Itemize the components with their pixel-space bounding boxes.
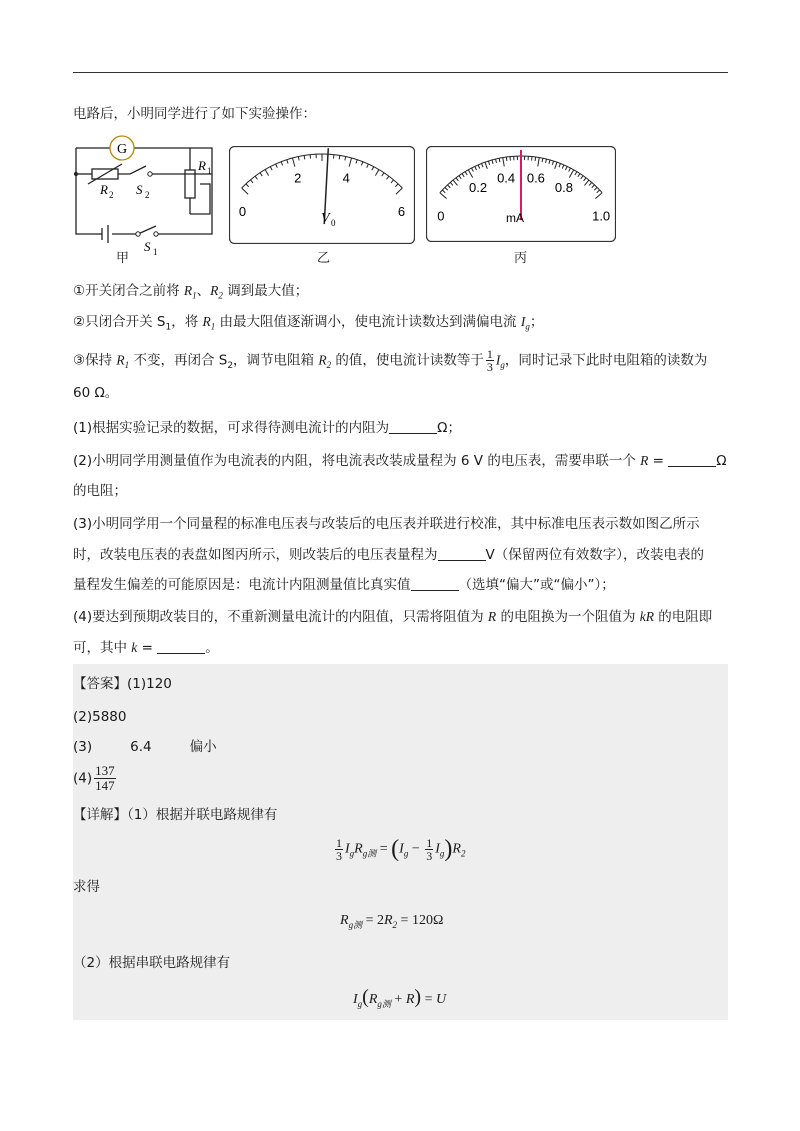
yi-tick-label: 2 (294, 170, 302, 186)
step-1: ①开关闭合之前将 $R_1$、$R_2$ 调到最大值； (73, 283, 309, 301)
s2-label: S (136, 182, 143, 197)
s1-sub: 1 (153, 247, 158, 257)
voltmeter-unit: V (321, 211, 330, 226)
equation-2: $R_{g测} = 2R_2 = 120\Omega$ (340, 913, 444, 930)
bing-tick (535, 157, 536, 161)
yi-tick-label: 0 (238, 203, 247, 219)
fraction-answer-4: $\frac{137}{147}$ (95, 763, 115, 793)
r1-label: R (198, 158, 206, 173)
answer-line-4: (4) $\frac{137}{147}$ (73, 763, 115, 793)
bing-tick-label: 0.2 (469, 180, 488, 196)
fraction-one-third: $\frac{1}{3}$ (486, 347, 493, 374)
step-3-continued: 60 Ω。 (73, 385, 119, 401)
answer-label: 【答案】 (73, 676, 127, 692)
answer-line-3: (3) 6.4 偏小 (73, 739, 217, 755)
s2-sub: 2 (145, 190, 150, 200)
answer-line-1: 【答案】(1)120 (73, 676, 172, 692)
r2-sub: 2 (109, 190, 114, 200)
detail-line-3: （2）根据串联电路规律有 (73, 955, 231, 971)
answer-line-2: (2)5880 (73, 709, 127, 725)
caption-yi: 乙 (317, 251, 331, 266)
question-2: (2)小明同学用测量值作为电流表的内阻，将电流表改装成量程为 6 V 的电压表，需要串联一个 R = Ω (73, 453, 727, 469)
detail-label: 【详解】 (73, 807, 127, 823)
answer-blank-3a[interactable] (438, 546, 486, 561)
answer-blank-3b[interactable] (411, 576, 459, 591)
milliammeter-bing (426, 146, 616, 242)
question-4-continued: 可，其中 k = 。 (73, 640, 219, 656)
step-2: ②只闭合开关 $S_1$，将 $R_1$ 由最大阻值逐渐调小，使电流计读数达到满偏电流 $I_g$； (73, 314, 544, 333)
caption-bing: 丙 (514, 251, 528, 266)
yi-tick (304, 155, 305, 159)
answer-blank-1[interactable] (389, 419, 437, 434)
yi-tick-label: 4 (342, 170, 350, 186)
yi-tick-label: 6 (397, 203, 406, 219)
s1-label: S (144, 239, 151, 254)
detail-line-2: 求得 (73, 879, 100, 895)
bing-tick (506, 157, 507, 161)
r2-label: R (100, 182, 108, 197)
detail-line-1: 【详解】（1）根据并联电路规律有 (73, 807, 278, 823)
circuit-diagram-jia (72, 134, 222, 264)
header-rule (73, 72, 728, 73)
question-3-line-2: 时，改装电压表的表盘如图丙所示，则改装后的电压表量程为 V（保留两位有效数字），改装电表的 (73, 547, 704, 563)
question-4: (4)要达到预期改装目的，不重新测量电流计的内阻值，只需将阻值为 R 的电阻换为一个阻值为 kR 的电阻即 (73, 609, 713, 625)
caption-jia: 甲 (116, 251, 130, 266)
bing-tick-label: 0 (437, 208, 445, 224)
question-2-continued: 的电阻； (73, 483, 127, 499)
galvanometer-label: G (116, 142, 128, 157)
equation-3: $I_g(R_{g测} + R) = U$ (353, 986, 447, 1009)
bing-tick-label: 1.0 (592, 208, 611, 224)
equation-1: $\frac{1}{3}$ $I_gR_{g测} = (I_g$ − $\frac{1}{3}$ $I_g)R_2$ (336, 836, 466, 863)
question-3-line-3: 量程发生偏差的可能原因是：电流计内阻测量值比真实值 （选填“偏大”或“偏小”）； (73, 577, 615, 593)
r1-sub: 1 (207, 166, 212, 176)
question-1: (1)根据实验记录的数据，可求得待测电流计的内阻为 Ω； (73, 420, 461, 436)
answer-blank-4[interactable] (157, 639, 205, 654)
bing-tick-label: 0.8 (554, 180, 573, 196)
milliammeter-unit: mA (506, 211, 524, 225)
voltmeter-yi (229, 146, 415, 244)
bing-tick-label: 0.4 (497, 170, 516, 186)
intro-text: 电路后，小明同学进行了如下实验操作： (73, 106, 316, 122)
answer-blank-2[interactable] (668, 452, 716, 467)
yi-tick (339, 155, 340, 159)
step-3: ③保持 $R_1$ 不变，再闭合 $S_2$，调节电阻箱 $R_2$ 的值，使电流计读数等于 $\frac{1}{3}$ $I_g$，同时记录下此时电阻箱的读数为 (73, 347, 708, 374)
question-3: (3)小明同学用一个同量程的标准电压表与改装后的电压表并联进行校准，其中标准电压表示数如图乙所示 (73, 516, 700, 532)
voltmeter-unit-sub: 0 (331, 218, 336, 228)
bing-tick-label: 0.6 (526, 170, 545, 186)
